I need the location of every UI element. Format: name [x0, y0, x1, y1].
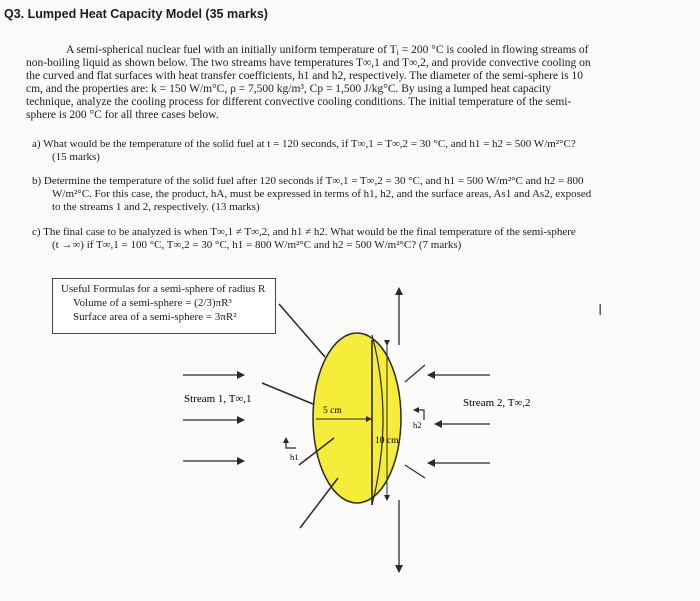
- stream2-label: Stream 2, T∞,2: [463, 397, 531, 409]
- intro-line-1: A semi-spherical nuclear fuel with an initially uniform temperature of $T_i = 200$ °C is cooled in flowing streams of: [66, 44, 589, 57]
- intro-line-4: cm, and the properties are: k = 150 W/m°C, ρ = 7,500 kg/m³, Cp = 1,500 J/kg°C. By using a lumped heat capacity: [26, 83, 552, 95]
- intro-line-2: non-boiling liquid as shown below. The two streams have temperatures T∞,1 and T∞,2, and provide convective cooling on: [26, 57, 591, 69]
- h1-indicator-arrow: [286, 438, 296, 448]
- stream1-label: Stream 1, T∞,1: [184, 393, 252, 405]
- question-b-line-2: W/m²°C. For this case, the product, hA, must be expressed in terms of h1, h2, and the surface areas, As1 and As2, exposed: [52, 188, 592, 200]
- question-c-line-2: (t →∞) if T∞,1 = 100 °C, T∞,2 = 30 °C, h1 = 800 W/m²°C and h2 = 500 W/m²°C? (7 marks): [52, 239, 462, 251]
- initial-temp-symbol: T: [389, 44, 397, 56]
- question-b-line-3: to the streams 1 and 2, respectively. (13 marks): [52, 201, 260, 213]
- formula-area: Surface area of a semi-sphere = 3πR²: [73, 311, 237, 323]
- stream2-diagonal-1: [405, 365, 425, 382]
- stream2-diagonal-2: [405, 465, 425, 478]
- question-a-marks: (15 marks): [52, 151, 100, 163]
- formula-volume: Volume of a semi-sphere = (2/3)πR³: [73, 297, 232, 309]
- intro-line-5: technique, analyze the cooling process for different convective cooling conditions. The initial temperature of the semi-: [26, 96, 572, 108]
- stream1-diagonal-1: [279, 304, 325, 357]
- radius-label: 5 cm: [323, 406, 342, 416]
- h2-label: h2: [413, 420, 422, 430]
- stream1-diagonal-4: [300, 478, 338, 528]
- formula-heading: Useful Formulas for a semi-sphere of radius R: [61, 283, 266, 295]
- h1-label: h1: [290, 452, 299, 462]
- question-b-line-1: b) Determine the temperature of the solid fuel after 120 seconds if T∞,1 = T∞,2 = 30 °C, and h1 = 500 W/m²°C and h2 = 800: [32, 175, 584, 187]
- diameter-label: 10 cm: [375, 436, 399, 446]
- intro-line-6: sphere is 200 °C for all three cases below.: [26, 109, 219, 121]
- stream1-diagonal-2: [262, 383, 313, 404]
- semi-sphere-body: [313, 333, 401, 503]
- h2-indicator-arrow: [414, 410, 424, 420]
- question-c-line-1: c) The final case to be analyzed is when T∞,1 ≠ T∞,2, and h1 ≠ h2. What would be the final temperature of the semi-sphere: [32, 226, 576, 238]
- question-title: Q3. Lumped Heat Capacity Model (35 marks): [4, 7, 268, 21]
- question-a-line-1: a) What would be the temperature of the solid fuel at t = 120 seconds, if T∞,1 = T∞,2 = 30 °C, and h1 = h2 = 500 W/m²°C?: [32, 138, 576, 150]
- intro-line-3: the curved and flat surfaces with heat transfer coefficients, h1 and h2, respectively. The diameter of the semi-sphere is 10: [26, 70, 584, 82]
- text-cursor-icon: I: [598, 301, 603, 319]
